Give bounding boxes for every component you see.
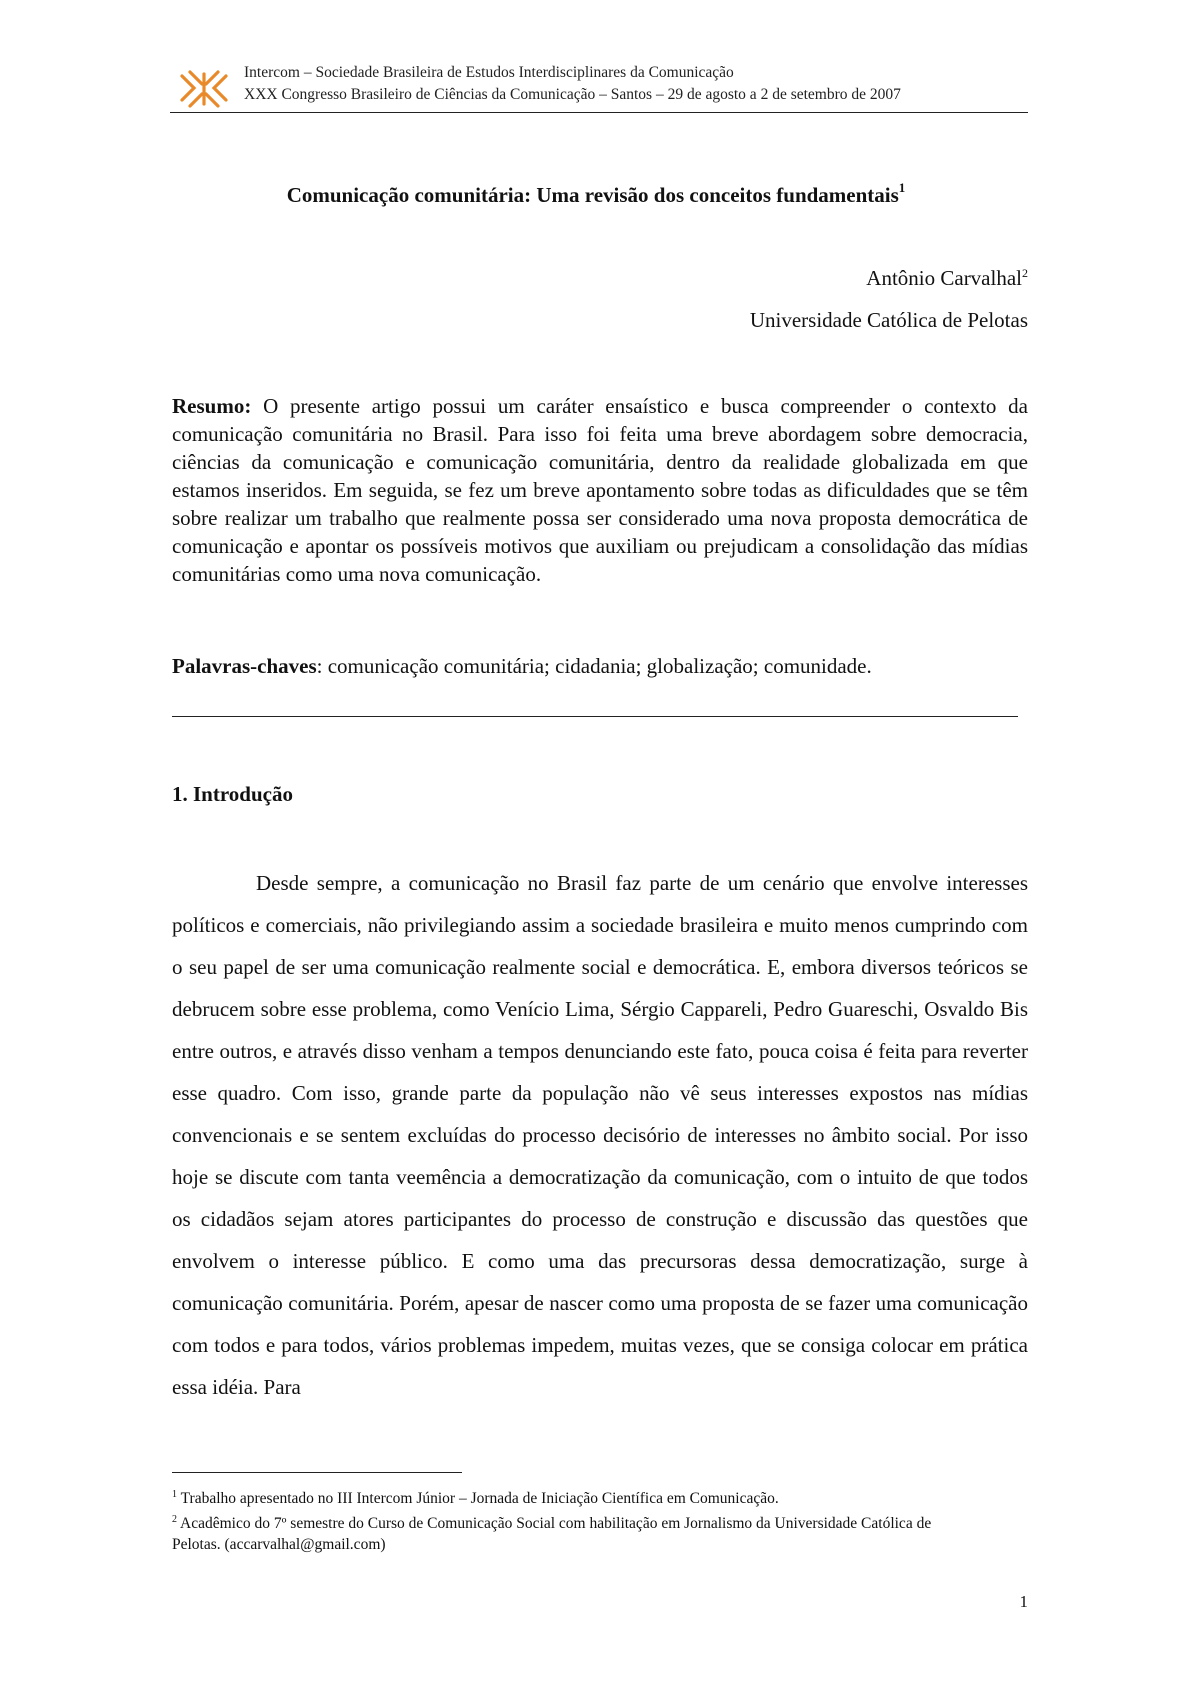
header-line-2: XXX Congresso Brasileiro de Ciências da Comunicação – Santos – 29 de agosto a 2 de setembro de 2007 xyxy=(244,86,901,103)
intercom-logo-icon xyxy=(176,68,232,112)
title-footnote-mark: 1 xyxy=(898,180,906,195)
section-heading: 1. Introdução xyxy=(172,782,293,806)
footnote-text: Acadêmico do 7º semestre do Curso de Comunicação Social com habilitação em Jornalismo da Universidade Católica de Pelotas. (accarvalhal@gmail.com) xyxy=(172,1515,932,1554)
section-divider xyxy=(172,716,1018,717)
footnote-mark: 1 xyxy=(172,1489,177,1500)
page-number: 1 xyxy=(1019,1592,1028,1611)
footnote-mark: 2 xyxy=(172,1514,177,1526)
body-paragraph: Desde sempre, a comunicação no Brasil faz parte de um cenário que envolve interesses políticos e comerciais, não privilegiando assim a sociedade brasileira e muito menos cumprindo com o seu papel de ser uma comunicação realmente social e democrática. E, embora diversos teóricos se debrucem sobre esse problema, como Venício Lima, Sérgio Cappareli, Pedro Guareschi, Osvaldo Bis entre outros, e através disso venham a tempos denunciando este fato, pouca coisa é feita para reverter esse quadro. Com isso, grande parte da população não vê seus interesses expostos nas mídias convencionais e se sentem excluídas do processo decisório de interesses no âmbito social. Por isso hoje se discute com tanta veemência a democratização da comunicação, com o intuito de que todos os cidadãos sejam atores participantes do processo de construção e discussão das questões que envolvem o interesse público. E como uma das precursoras dessa democratização, surge à comunicação comunitária. Porém, apesar de nascer como uma proposta de se fazer uma comunicação com todos e para todos, vários problemas impedem, muitas vezes, que se consiga colocar em prática essa idéia. Para xyxy=(172,871,1028,1399)
author-footnote-mark: 2 xyxy=(1022,266,1028,280)
header-line-1: Intercom – Sociedade Brasileira de Estudos Interdisciplinares da Comunicação xyxy=(244,64,734,81)
author-name xyxy=(866,266,1028,291)
footnote-text: Trabalho apresentado no III Intercom Júnior – Jornada de Iniciação Científica em Comunicação. xyxy=(180,1490,779,1508)
keywords xyxy=(172,654,1028,679)
header-rule xyxy=(170,112,1028,113)
keywords-label: Palavras-chaves xyxy=(172,654,317,678)
abstract-label: Resumo: xyxy=(172,394,252,418)
paper-title xyxy=(0,182,1192,208)
author-name-text: Antônio Carvalhal xyxy=(866,266,1022,290)
abstract xyxy=(172,392,1028,588)
title-text: Comunicação comunitária: Uma revisão dos conceitos fundamentais xyxy=(286,183,899,207)
footnote-1 xyxy=(172,1484,972,1509)
header-text xyxy=(244,62,901,106)
keywords-text: : comunicação comunitária; cidadania; globalização; comunidade. xyxy=(316,654,872,678)
author-affiliation: Universidade Católica de Pelotas xyxy=(749,308,1028,332)
footnote-2 xyxy=(172,1509,972,1555)
footnotes xyxy=(172,1484,972,1555)
footnote-rule xyxy=(172,1472,462,1473)
abstract-text: O presente artigo possui um caráter ensaístico e busca compreender o contexto da comunicação comunitária no Brasil. Para isso foi feita uma breve abordagem sobre democracia, ciências da comunicação e comunicação comunitária, dentro da realidade globalizada em que estamos inseridos. Em seguida, se fez um breve apontamento sobre todas as dificuldades que se têm sobre realizar um trabalho que realmente possa ser considerado uma nova proposta democrática de comunicação e apontar os possíveis motivos que auxiliam ou prejudicam a consolidação das mídias comunitárias como uma nova comunicação. xyxy=(172,394,1028,586)
